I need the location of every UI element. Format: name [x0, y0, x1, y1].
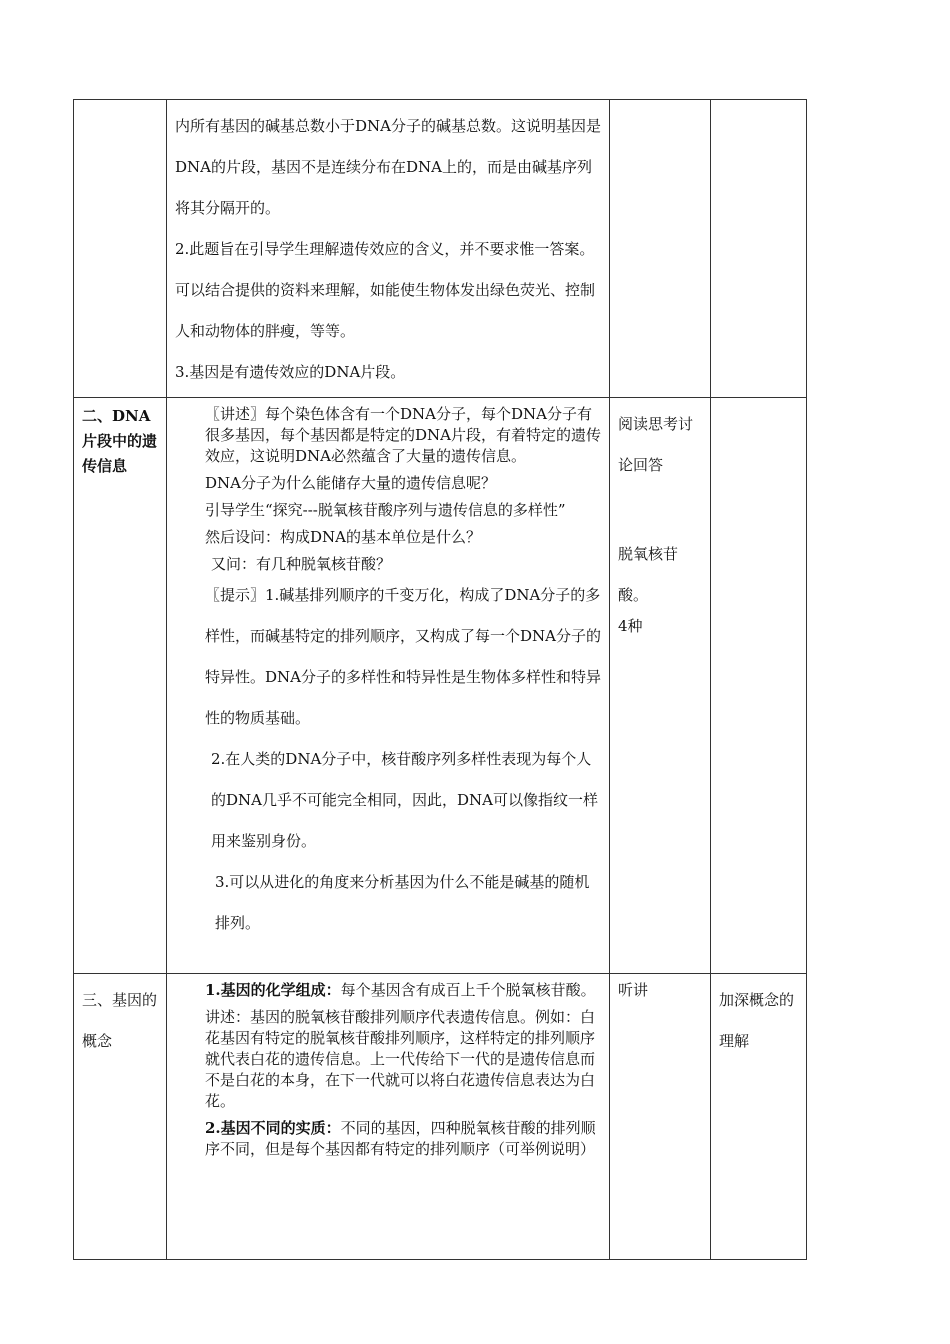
paragraph-gene-definition: 3.基因是有遗传效应的DNA片段。: [175, 363, 406, 381]
teacher-activity-cell: [167, 974, 610, 1260]
paragraph-gene-dna: 内所有基因的碱基总数小于DNA分子的碱基总数。这说明基因是DNA的片段，基因不是连续分布在DNA上的，而是由碱基序列将其分隔开的。: [175, 117, 601, 217]
hint-diversity: 〖提示〗1.碱基排列顺序的千变万化，构成了DNA分子的多样性，而碱基特定的排列顺序，又构成了每一个DNA分子的特异性。DNA分子的多样性和特异性是生物体多样性和特异性的物质基础。: [205, 586, 601, 727]
student-answer-unit: 脱氧核苷酸。: [618, 545, 679, 604]
teacher-activity-cell: [167, 398, 610, 974]
student-activity-cell: [610, 398, 711, 974]
gene-composition-label: 1.基因的化学组成：: [205, 981, 341, 999]
basic-unit-question: 然后设问：构成DNA的基本单位是什么？: [205, 528, 481, 546]
section-cell-empty: [74, 100, 167, 398]
lecture-paragraph: 〖讲述〗每个染色体含有一个DNA分子，每个DNA分子有很多基因，每个基因都是特定的DNA片段，有着特定的遗传效应，这说明DNA必然蕴含了大量的遗传信息。: [205, 405, 601, 465]
gene-composition-paragraph: [175, 980, 603, 1001]
student-activity-cell-empty: [610, 100, 711, 398]
hint-evolution: 3.可以从进化的角度来分析基因为什么不能是碱基的随机排列。: [215, 873, 590, 932]
guide-paragraph: 引导学生“探究---脱氧核苷酸序列与遗传信息的多样性”: [205, 501, 566, 519]
lesson-plan-table: [73, 99, 807, 1260]
purpose-cell-empty: [711, 398, 807, 974]
student-activity-listen: 听讲: [618, 981, 649, 999]
section-title-dna-info: 二、DNA片段中的遗传信息: [82, 407, 158, 475]
hint-human-dna: 2.在人类的DNA分子中，核苷酸序列多样性表现为每个人的DNA几乎不可能完全相同，因此，DNA可以像指纹一样用来鉴别身份。: [211, 750, 598, 850]
section-title-gene-concept: 三、基因的概念: [82, 991, 158, 1050]
gene-difference-paragraph: [175, 1118, 603, 1160]
table-row-continuation: [74, 100, 807, 398]
table-row-genetic-info: [74, 398, 807, 974]
question-paragraph: DNA分子为什么能储存大量的遗传信息呢？: [205, 474, 496, 492]
student-activity-cell: [610, 974, 711, 1260]
purpose-cell: [711, 974, 807, 1260]
student-activity-text: 阅读思考讨论回答: [618, 415, 694, 474]
section-cell: [74, 398, 167, 974]
section-cell: [74, 974, 167, 1260]
gene-composition-text: 每个基因含有成百上千个脱氧核苷酸。: [340, 981, 596, 999]
student-answer-count: 4种: [618, 617, 643, 635]
nucleotide-types-question: 又问：有几种脱氧核苷酸？: [211, 555, 392, 573]
lecture-white-flower: 讲述：基因的脱氧核苷酸排列顺序代表遗传信息。例如：白花基因有特定的脱氧核苷酸排列顺序，这样特定的排列顺序就代表白花的遗传信息。上一代传给下一代的是遗传信息而不是白花的本身，在下一代就可以将白花遗传信息表达为白花。: [205, 1008, 596, 1110]
gene-difference-text: 不同的基因，四种脱氧核苷酸的排列顺序不同，但是每个基因都有特定的排列顺序（可举例说明）: [205, 1119, 596, 1158]
purpose-text: 加深概念的理解: [719, 991, 795, 1050]
paragraph-genetic-effect: 2.此题旨在引导学生理解遗传效应的含义，并不要求惟一答案。可以结合提供的资料来理解，如能使生物体发出绿色荧光、控制人和动物体的胖瘦，等等。: [175, 240, 596, 340]
table-row-gene-concept: [74, 974, 807, 1260]
teacher-activity-cell: [167, 100, 610, 398]
purpose-cell-empty: [711, 100, 807, 398]
gene-difference-label: 2.基因不同的实质：: [205, 1119, 341, 1137]
